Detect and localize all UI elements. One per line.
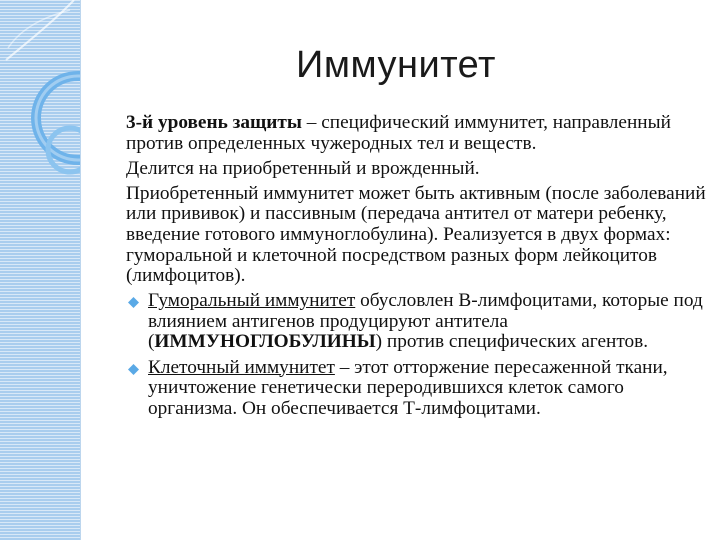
- diamond-bullet-icon: [128, 364, 139, 375]
- slide-body: [126, 113, 716, 424]
- paragraph-acquired-immunity: Приобретенный иммунитет может быть активным (после заболеваний или прививок) и пассивным (передача антител от матери ребенку, введение готового иммуноглобулина). Реализуется в двух формах: гуморальной и клеточной посредством разных форм лейкоцитов (лимфоцитов).: [126, 182, 706, 287]
- leaf-swirl-decoration: [0, 0, 80, 540]
- cellular-term: Клеточный иммунитет: [148, 356, 335, 378]
- list-item-cellular: [126, 358, 716, 420]
- paragraph-division: Делится на приобретенный и врожденный.: [126, 157, 480, 179]
- list-item-humoral: [126, 291, 716, 353]
- third-level-text: – специфический иммунитет, направленный против определенных чужеродных тел и веществ.: [126, 112, 671, 154]
- decorative-side-band: [0, 0, 80, 540]
- humoral-term: Гуморальный иммунитет: [148, 290, 356, 312]
- paragraph-third-level: [126, 113, 716, 154]
- diamond-bullet-icon: [128, 297, 139, 308]
- side-band-edge: [80, 0, 81, 540]
- immunoglobulins-term: ИММУНОГЛОБУЛИНЫ: [154, 331, 376, 353]
- cellular-text: – этот отторжение пересаженной ткани, уничтожение генетически переродившихся клеток самого организма. Он обеспечивается Т-лимфоцитами.: [148, 356, 668, 419]
- slide-title: Иммунитет: [296, 44, 496, 86]
- humoral-text-a: обусловлен В-лимфоцитами, которые под влиянием антигенов продуцируют антитела (: [148, 290, 703, 353]
- third-level-heading: 3-й уровень защиты: [126, 112, 302, 133]
- humoral-text-b: ) против специфических агентов.: [375, 331, 649, 353]
